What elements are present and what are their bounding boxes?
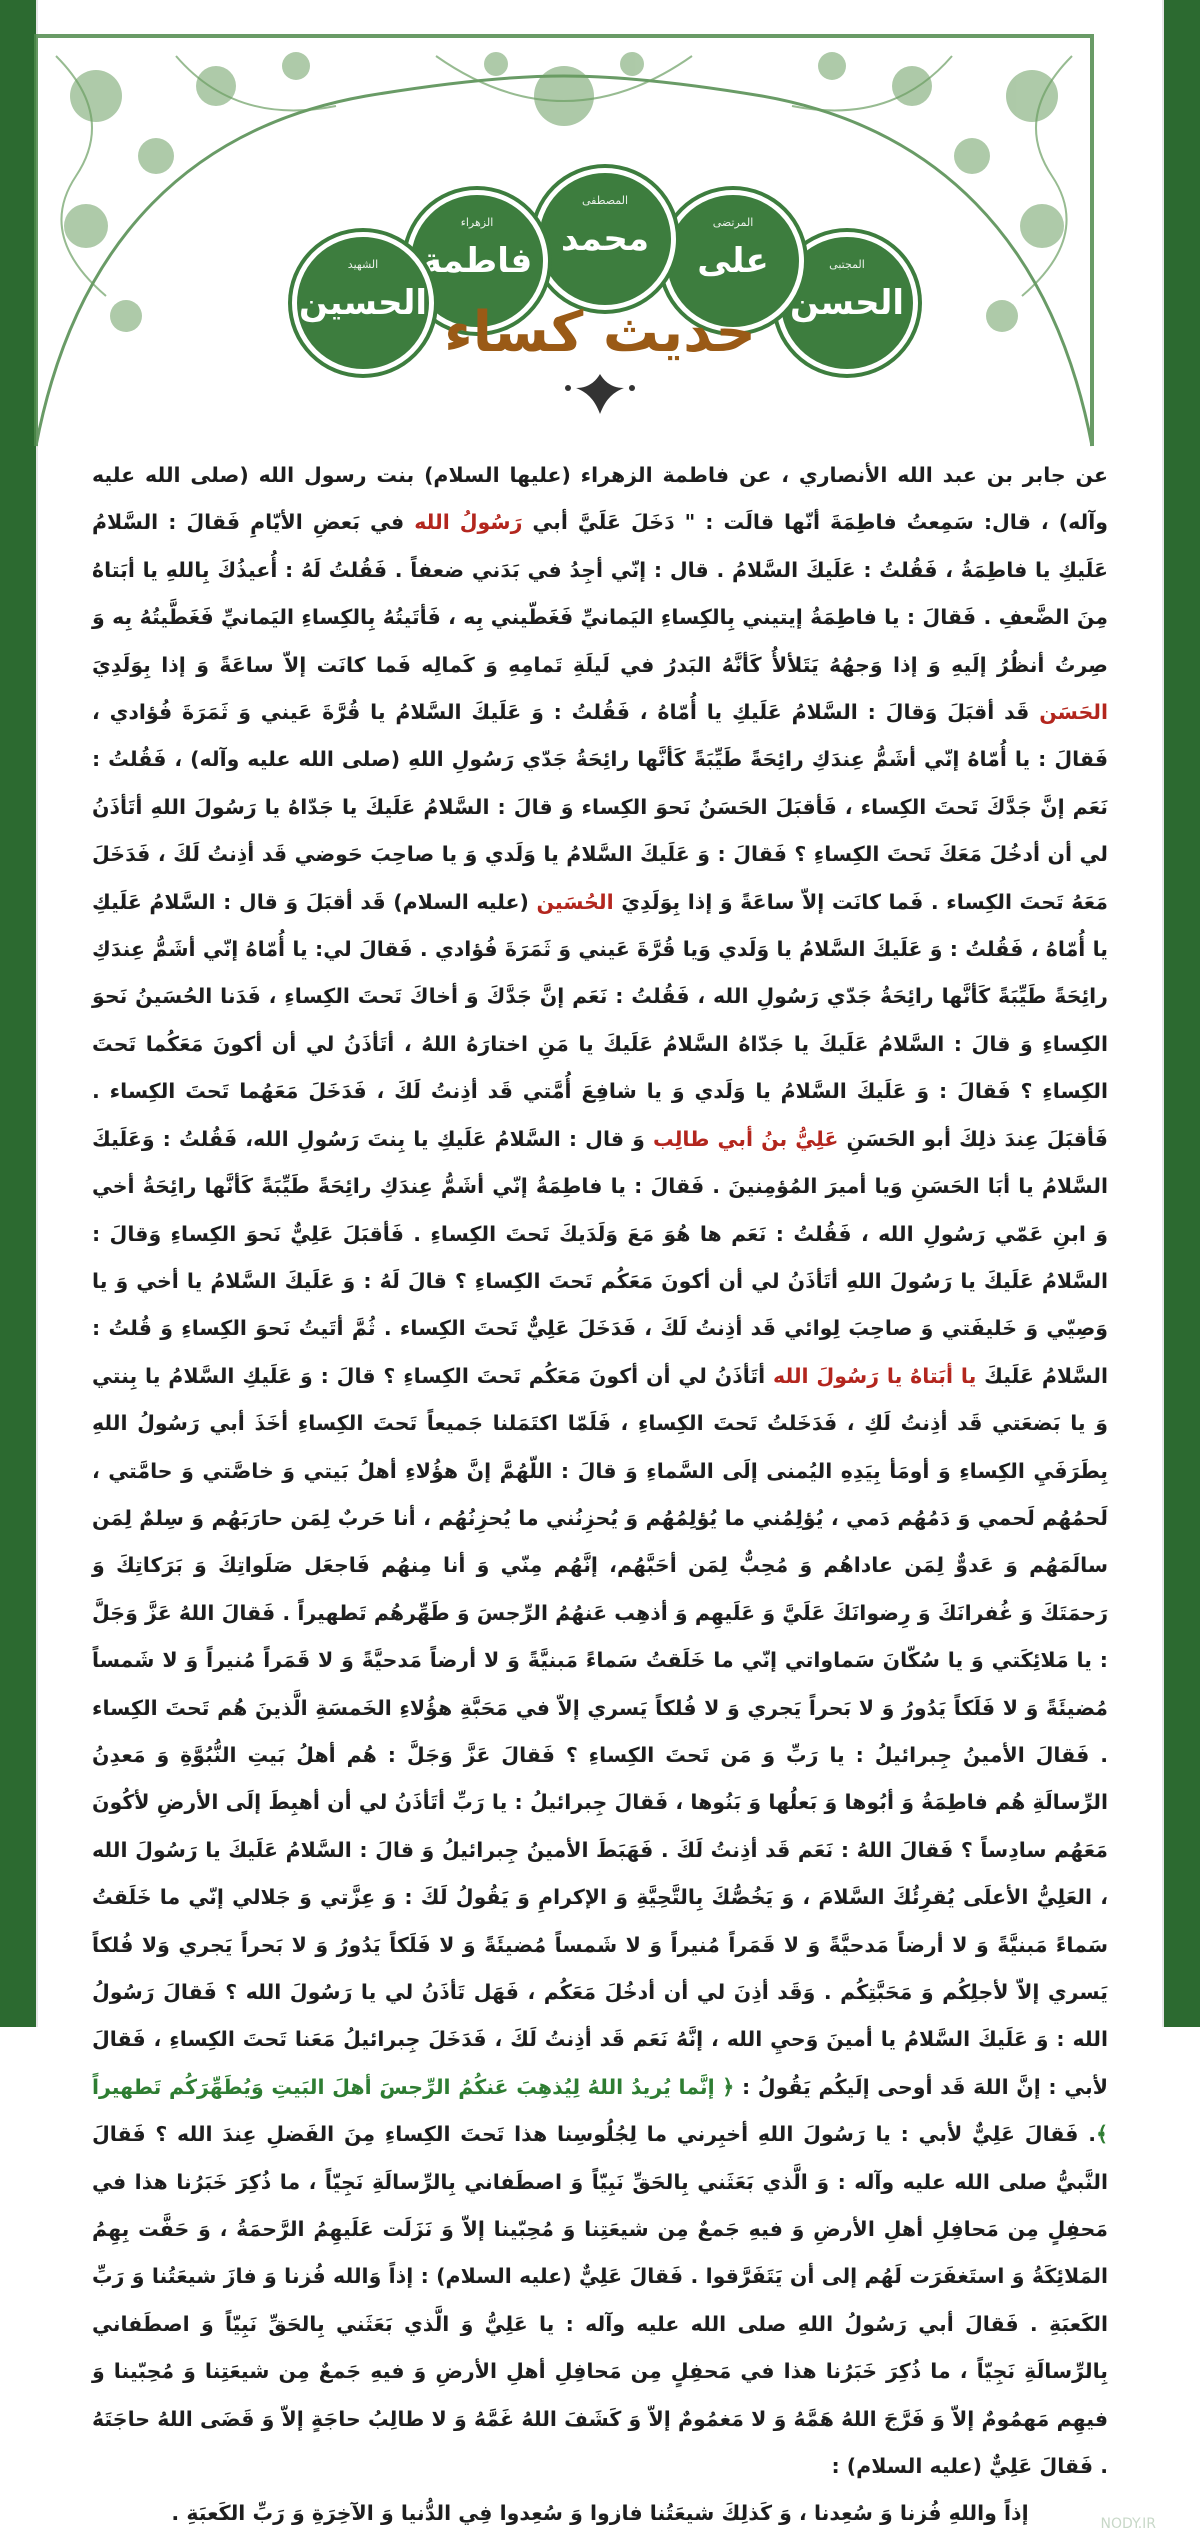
hadith-text [92, 452, 1109, 2526]
medallion-name: علی [697, 241, 769, 281]
hadith-segment: وَ قال : السَّلامُ عَلَيكِ يا بِنتَ رَسُولِ الله، فَقُلتُ : وَعَلَيكَ السَّلامُ يا أبَا الحَسَنِ وَيا أميرَ المُؤمِنينَ . فَقالَ : يا فاطِمَةُ إنّي أشَمُّ عِندَكِ رائِحَةً طَيِّبَةً كَأنَّها رائِحَةُ أخي وَ ابنِ عَمّي رَسُولِ الله ، فَقُلتُ : نَعَم ها هُوَ مَعَ وَلَدَيكَ تَحتَ الكِساءِ . فَأقبَلَ عَلِيٌّ نَحوَ الكِساءِ وَقالَ : السَّلامُ عَلَيكَ يا رَسُولَ اللهِ أتَأذَنُ لي أن أكونَ مَعَكُم تَحتَ الكِساءِ ؟ قالَ لَهُ : وَ عَلَيكَ السَّلامُ يا أخي وَ يا وَصِيّي وَ خَليفَتي وَ صاحِبَ لِوائي قَد أذِنتُ لَكَ ، فَدَخَلَ عَلِيٌّ تَحتَ الكِساء . ثُمَّ أتَيتُ نَحوَ الكِساءِ وَ قُلتُ : السَّلامُ عَلَيكَ [92, 1126, 1109, 1388]
medallion-name: محمد [561, 219, 649, 259]
hadith-segment: أتَأذَنُ لي أن أكونَ مَعَكُم تَحتَ الكِساءِ ؟ قالَ : وَ عَلَيكِ السَّلامُ يا بِنتي وَ يا بَضعَتي قَد أذِنتُ لَكِ ، فَدَخَلتُ تَحتَ الكِساءِ ، فَلَمّا اكتَمَلنا جَميعاً تَحتَ الكِساءِ أخَذَ أبي رَسُولُ اللهِ بِطَرَفَيِ الكِساءِ وَ أومَأ بِيَدِهِ اليُمنى إلَى السَّماءِ وَ قالَ : اللّهُمَّ إنَّ هؤُلاءِ أهلُ بَيتي وَ خاصَّتي وَ حامَّتي ، لَحمُهُم لَحمي وَ دَمُهُم دَمي ، يُؤلِمُني ما يُؤلِمُهُم وَ يُحزِنُني ما يُحزِنُهُم ، أنا حَربٌ لِمَن حارَبَهُم وَ سِلمٌ لِمَن سالَمَهُم وَ عَدوٌّ لِمَن عاداهُم وَ مُحِبٌّ لِمَن أحَبَّهُم، إنَّهُم مِنّي وَ أنا مِنهُم فَاجعَل صَلَواتِكَ وَ بَرَكاتِكَ وَ رَحمَتَكَ وَ غُفرانَكَ وَ رِضوانَكَ عَلَيَّ وَ عَلَيهِم وَ أذهِب عَنهُمُ الرِّجسَ وَ طَهِّرهُم تَطهيراً . فَقالَ اللهُ عَزَّ وَجَلَّ : يا مَلائِكَتي وَ يا سُكّانَ سَماواتي إنّي ما خَلَقتُ سَماءً مَبنيَّةً وَ لا أرضاً مَدحيَّةً وَ لا قَمَراً مُنيراً وَ لا شَمساً مُضيئَةً وَ لا فَلَكاً يَدُورُ وَ لا بَحراً يَجري وَ لا فُلكاً يَسري إلاّ في مَحَبَّةِ هؤُلاءِ الخَمسَةِ الَّذينَ هُم تَحتَ الكِساء . فَقالَ الأمينُ جِبرائيلُ : يا رَبِّ وَ مَن تَحتَ الكِساءِ ؟ فَقالَ عَزَّ وَجَلَّ : هُم أهلُ بَيتِ النُّبُوَّةِ وَ مَعدِنُ الرِّسالَةِ هُم فاطِمَةُ وَ أبُوها وَ بَعلُها وَ بَنُوها ، فَقالَ جِبرائيلُ : يا رَبِّ أتَأذَنُ لي أن أهبِطَ إلَى الأرضِ لأكُونَ مَعَهُم سادِساً ؟ فَقالَ اللهُ : نَعَم قَد أذِنتُ لَكَ . فَهَبَطَ الأمينُ جِبرائيلُ وَ قالَ : السَّلامُ عَلَيكَ يا رَسُولَ الله ، العَلِيُّ الأعلَى يُقرِئُكَ السَّلامَ ، وَ يَخُصُّكَ بِالتَّحِيَّةِ وَ الإكرامِ وَ يَقُولُ لَكَ : وَ عِزَّتي وَ جَلالي إنّي ما خَلَقتُ سَماءً مَبنيَّةً وَ لا أرضاً مَدحيَّةً وَ لا قَمَراً مُنيراً وَ لا شَمساً مُضيئَةً وَ لا فَلَكاً يَدُورُ وَ لا بَحراً يَجري وَلا فُلكاً يَسري إلاّ لأجلِكُم وَ مَحَبَّتِكُم . وَقَد أذِنَ لي أن أدخُلَ مَعَكُم ، فَهَل تَأذَنُ لي يا رَسُولَ الله ؟ فَقالَ رَسُولُ الله : وَ عَلَيكَ السَّلامُ يا أمينَ وَحيِ الله ، إنَّهُ نَعَم قَد أذِنتُ لَكَ ، فَدَخَلَ جِبرائيلُ مَعَنا تَحتَ الكِساءِ ، فَقالَ لأبي : إنَّ اللهَ قَد أوحى إلَيكُم يَقُولُ : [92, 1363, 1108, 2099]
medallion-subtitle: المرتضی [712, 216, 754, 229]
hadith-highlight: رَسُولُ الله [414, 510, 523, 535]
medallion-subtitle: المجتبی [829, 258, 865, 271]
hadith-segment: (عليه السلام) قَد أقبَلَ وَ قال : السَّلامُ عَلَيكِ يا أُمّاهُ ، فَقُلتُ : وَ عَلَيكَ السَّلامُ يا وَلَدي وَيا قُرَّةَ عَيني وَ ثَمَرَةَ فُؤادي . فَقالَ لي: يا أُمّاهُ إنّي أشَمُّ عِندَكِ رائِحَةً طَيِّبَةً كَأنَّها رائِحَةُ جَدّي رَسُولِ الله ، فَقُلتُ : نَعَم إنَّ جَدَّكَ وَ أخاكَ تَحتَ الكِساءِ ، فَدَنا الحُسَينُ نَحوَ الكِساءِ وَ قالَ : السَّلامُ عَلَيكَ يا جَدّاهُ السَّلامُ عَلَيكَ يا مَنِ اختارَهُ اللهُ ، أتَأذَنُ لي أن أكونَ مَعَكُما تَحتَ الكِساءِ ؟ فَقالَ : وَ عَلَيكَ السَّلامُ يا وَلَدي وَ يا شافِعَ أُمَّتي قَد أذِنتُ لَكَ ، فَدَخَلَ مَعَهُما تَحتَ الكِساء . فَأقبَلَ عِندَ ذلِكَ أبو الحَسَنِ [92, 889, 1108, 1151]
medallion-subtitle: الزهراء [460, 216, 494, 229]
hadith-closing-line: إذاً واللهِ فُزنا وَ سُعِدنا ، وَ كَذلِكَ شيعَتُنا فازوا وَ سُعِدوا فِي الدُّنيا وَ الآخِرَةِ وَ رَبِّ الكَعبَةِ . [171, 2501, 1029, 2526]
poster-title: حدیث کساء [444, 300, 756, 365]
hadith-segment: . فَقالَ عَلِيٌّ لأبي : يا رَسُولَ اللهِ أخبِرني ما لِجُلُوسِنا هذا تَحتَ الكِساءِ مِنَ الفَضلِ عِندَ الله ؟ فَقالَ النَّبيُّ صلى الله عليه وآله : وَ الَّذي بَعَثَني بِالحَقِّ نَبِيّاً وَ اصطَفاني بِالرِّسالَةِ نَجِيّاً ، ما ذُكِرَ خَبَرُنا هذا في مَحفِلٍ مِن مَحافِلِ أهلِ الأرضِ وَ فيهِ جَمعٌ مِن شيعَتِنا وَ مُحِبّينا إلاّ وَ نَزَلَت عَلَيهِمُ الرَّحمَةُ ، وَ حَفَّت بِهِمُ المَلائِكَةُ وَ استَغفَرَت لَهُم إلى أن يَتَفَرَّقوا . فَقالَ عَلِيٌّ (عليه السلام) : إذاً وَالله فُزنا وَ فازَ شيعَتُنا وَ رَبِّ الكَعبَةِ . فَقالَ أبي رَسُولُ اللهِ صلى الله عليه وآله : يا عَلِيُّ وَ الَّذي بَعَثَني بِالحَقِّ نَبِيّاً وَ اصطَفاني بِالرِّسالَةِ نَجِيّاً ، ما ذُكِرَ خَبَرُنا هذا في مَحفِلٍ مِن مَحافِلِ أهلِ الأرضِ وَ فيهِ جَمعٌ مِن شيعَتِنا وَ مُحِبّينا وَ فيهِم مَهمُومٌ إلاّ وَ فَرَّجَ اللهُ هَمَّهُ وَ لا مَغمُومٌ إلاّ وَ كَشَفَ اللهُ غَمَّهُ وَ لا طالِبُ حاجَةٍ إلاّ وَ قَضَى اللهُ حاجَتَهُ . فَقالَ عَلِيٌّ (عليه السلام) : [92, 2122, 1108, 2479]
medallion-muhammad [534, 168, 676, 310]
medallion-name: الحسین [299, 283, 427, 323]
hadith-highlight: الحَسَن [1039, 700, 1108, 725]
medallion-subtitle: الشهید [347, 258, 379, 271]
medallion-name: الحسن [789, 283, 905, 323]
medallion-subtitle: المصطفی [581, 194, 629, 207]
watermark: NODY.IR [1100, 2516, 1156, 2532]
hadith-segment: قَد أقبَلَ وَقالَ : السَّلامُ عَلَيكِ يا أُمّاهُ ، فَقُلتُ : وَ عَلَيكَ السَّلامُ يا قُرَّةَ عَيني وَ ثَمَرَةَ فُؤادي ، فَقالَ : يا أُمّاهُ إنّي أشَمُّ عِندَكِ رائِحَةً طَيِّبَةً كَأنَّها رائِحَةُ جَدّي رَسُولِ اللهِ (صلى الله عليه وآله) ، فَقُلتُ : نَعَم إنَّ جَدَّكَ تَحتَ الكِساء ، فَأقبَلَ الحَسَنُ نَحوَ الكِساء وَ قالَ : السَّلامُ عَلَيكَ يا جَدّاهُ يا رَسُولَ اللهِ أتَأذَنُ لي أن أدخُلَ مَعَكَ تَحتَ الكِساءِ ؟ فَقالَ : وَ عَلَيكَ السَّلامُ يا وَلَدي وَ يا صاحِبَ حَوضي قَد أذِنتُ لَكَ ، فَدَخَلَ مَعَهُ تَحتَ الكِساء . فَما كانَت إلاّ ساعَةً وَ إذا بِوَلَدِيَ [92, 700, 1108, 914]
quran-verse: ﴿ إنَّما يُريدُ اللهُ لِيُذهِبَ عَنكُمُ الرِّجسَ أهلَ البَيتِ وَيُطَهِّرَكُم تَطهيراً ﴾ [92, 2074, 1108, 2147]
hadith-highlight: يا أبَتاهُ يا رَسُولَ الله [773, 1363, 977, 1388]
medallion-name: فاطمة [421, 241, 533, 281]
hadith-highlight: الحُسَين [536, 889, 614, 914]
hadith-highlight: عَلِيُّ بنُ أبي طالِب [653, 1126, 839, 1151]
hadith-segment: في بَعضِ الأيّامِ فَقالَ : السَّلامُ عَلَيكِ يا فاطِمَةُ ، فَقُلتُ : عَلَيكَ السَّلامُ . قال : إنّي أجِدُ في بَدَني ضعفاً . فَقُلتُ لَهُ : أُعيذُكَ بِاللهِ يا أبَتاهُ مِنَ الضَّعفِ . فَقالَ : يا فاطِمَةُ إيتيني بِالكِساءِ اليَمانيِّ فَغَطّيني بِه ، فَأتَيتُهُ بِالكِساءِ اليَمانيِّ فَغَطَّيتُهُ بِه وَ صِرتُ أنظُرُ إلَيهِ وَ إذا وَجهُهُ يَتَلألأُ كَأنَّهُ البَدرُ في لَيلَةِ تَمامِهِ وَ كَمالِه فَما كانَت إلاّ ساعَةً وَ إذا بِوَلَدِيَ [92, 510, 1108, 677]
hadith-segment: عن جابر بن عبد الله الأنصاري ، عن فاطمة الزهراء (عليها السلام) بنت رسول الله (صلى الله عليه وآله) ، قال: سَمِعتُ فاطِمَةَ أنّها قالَت : " دَخَلَ عَلَيَّ أبي [92, 463, 1109, 535]
divider-ornament-icon [550, 370, 650, 420]
